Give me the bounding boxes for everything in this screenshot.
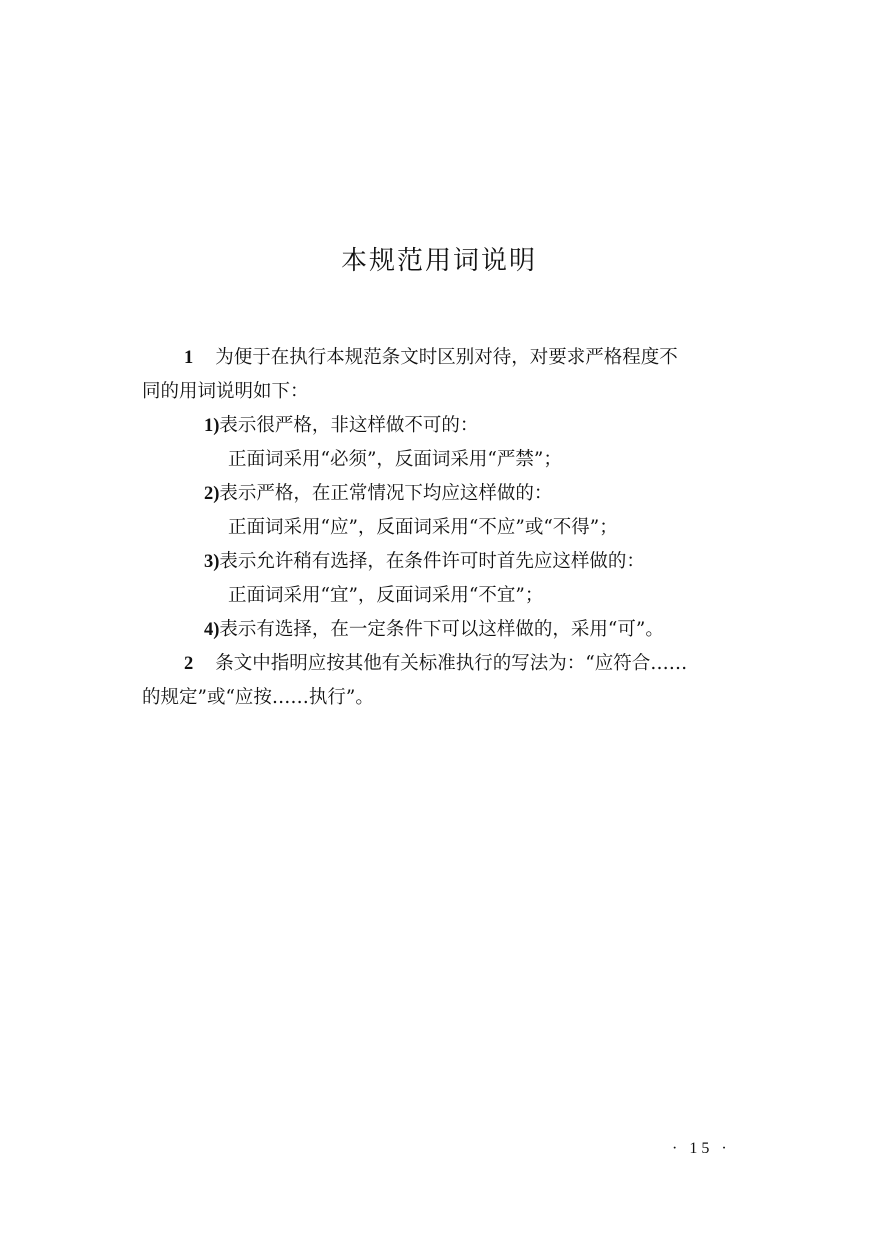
item-1-text: 表示很严格，非这样做不可的： (219, 415, 479, 436)
item-2-text: 表示严格，在正常情况下均应这样做的： (219, 483, 553, 504)
page-number: · 15 · (672, 1140, 731, 1157)
item-3 (204, 545, 814, 579)
item-2-sub: 正面词采用“应”，反面词采用“不应”或“不得”； (228, 517, 618, 538)
clause-1-line-2: 同的用词说明如下： (142, 381, 309, 402)
clause-2-number: 2 (184, 654, 194, 674)
item-4 (204, 613, 814, 647)
clause-1-number: 1 (184, 348, 194, 368)
clause-2-text-1: 条文中指明应按其他有关标准执行的写法为：“应符合…… (215, 653, 688, 674)
clause-1-line-1 (184, 341, 794, 375)
item-4-text: 表示有选择，在一定条件下可以这样做的，采用“可”。 (219, 619, 664, 640)
item-3-sub: 正面词采用“宜”，反面词采用“不宜”； (228, 585, 544, 606)
clause-2-line-2: 的规定”或“应按……执行”。 (142, 687, 374, 708)
item-4-number: 4) (204, 620, 220, 640)
item-3-number: 3) (204, 552, 220, 572)
clause-1-text-1: 为便于在执行本规范条文时区别对待，对要求严格程度不 (215, 347, 678, 368)
item-2-number: 2) (204, 484, 220, 504)
item-2 (204, 477, 814, 511)
item-1 (204, 409, 814, 443)
item-1-number: 1) (204, 416, 220, 436)
item-3-text: 表示允许稍有选择，在条件许可时首先应这样做的： (219, 551, 645, 572)
item-1-sub: 正面词采用“必须”，反面词采用“严禁”； (228, 449, 562, 470)
page-title: 本规范用词说明 (340, 246, 537, 276)
clause-2-line-1 (184, 647, 794, 681)
